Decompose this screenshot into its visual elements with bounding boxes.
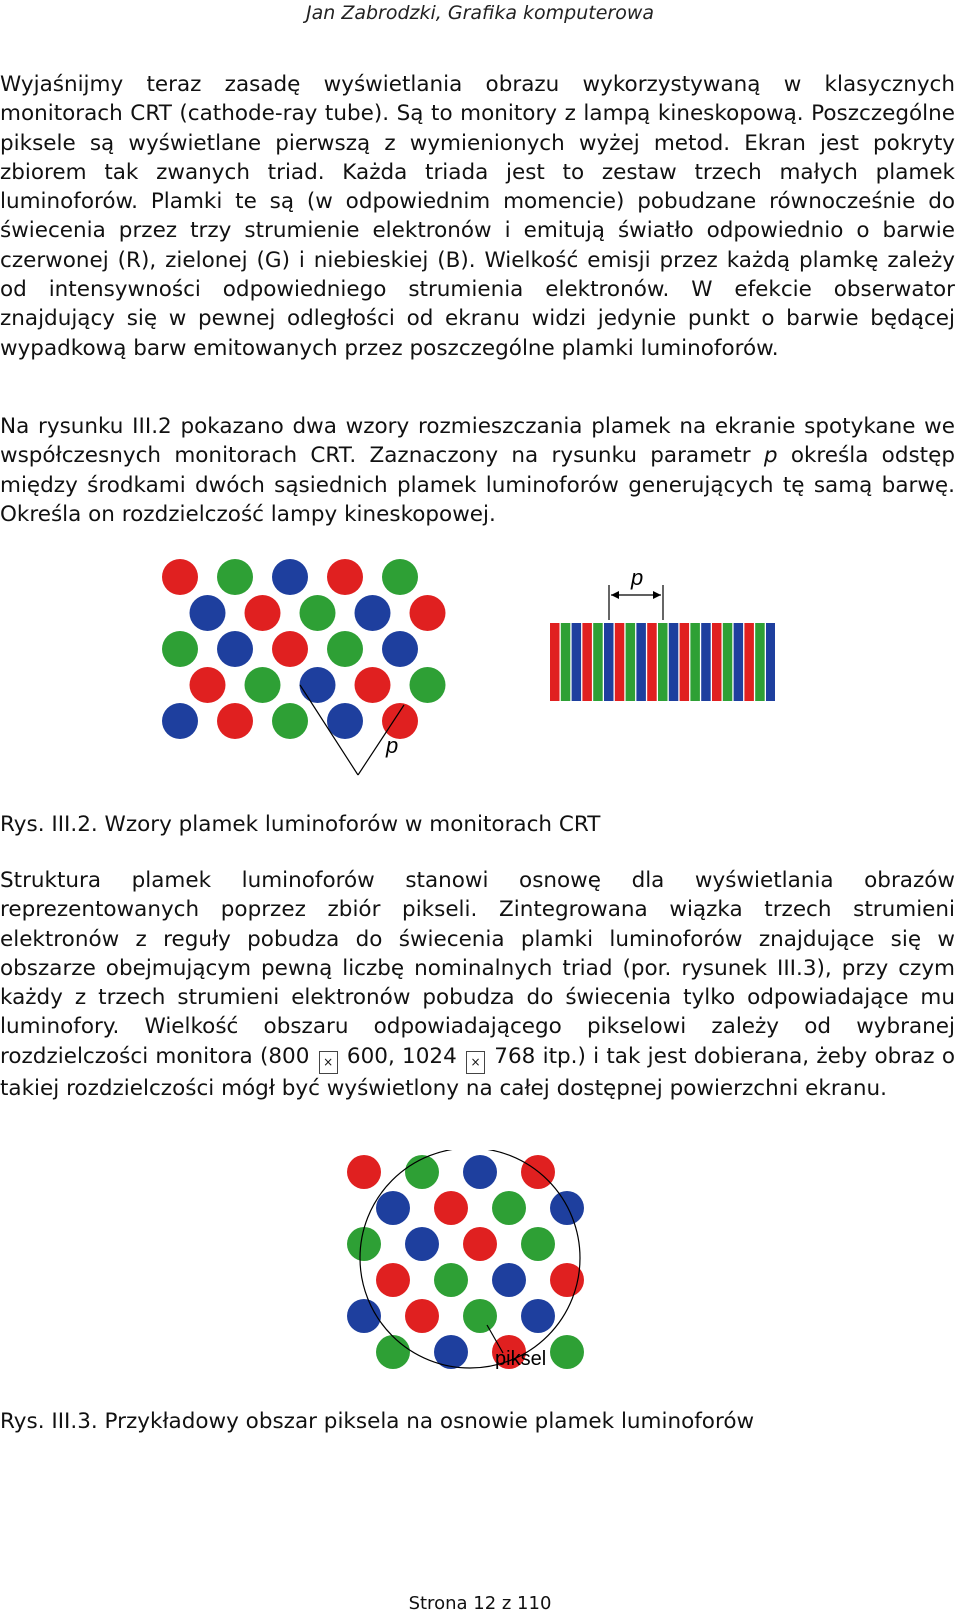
phosphor-dot-blue (217, 631, 253, 667)
phosphor-stripe-green (755, 623, 765, 701)
phosphor-stripes (550, 623, 775, 701)
page-footer: Strona 12 z 110 (408, 1593, 552, 1614)
figure-pixel-area (335, 1150, 605, 1380)
page-header: Jan Zabrodzki, Grafika komputerowa (305, 2, 654, 24)
phosphor-dot-green (327, 631, 363, 667)
label-p: p (386, 733, 399, 758)
paragraph-crt-principle: Wyjaśnijmy teraz zasadę wyświetlania obrazu wykorzystywaną w klasycznych monitorach CRT (cathode-ray tube). Są to monitory z lampą kineskopową. Poszczególne piksele są wyświetlane pierwszą z wymienionych wyżej metod. Ekran jest pokryty zbiorem tak zwanych triad. Każda triada jest to zestaw trzech małych plamek luminoforów. Plamki te są (w odpowiednim momencie) pobudzane równocześnie do świecenia przez trzy strumienie elektronów i emitują światło odpowiednio o barwie czerwonej (R), zielonej (G) i niebieskiej (B). Wielkość emisji przez każdą plamkę zależy od intensywności odpowiedniego strumienia elektronów. W efekcie obserwator znajdujący się w pewnej odległości od ekranu widzi jedynie punkt o barwie będącej wypadkową barw emitowanych przez poszczególne plamki luminoforów. (0, 72, 955, 361)
phosphor-dot-blue (355, 595, 391, 631)
label-piksel: piksel (495, 1348, 547, 1370)
phosphor-dot-red (327, 559, 363, 595)
phosphor-dot-grid (347, 1155, 584, 1369)
phosphor-stripe-green (723, 623, 733, 701)
phosphor-dot-green (550, 1335, 584, 1369)
phosphor-stripe-green (626, 623, 636, 701)
phosphor-dot-blue (492, 1263, 526, 1297)
phosphor-dot-red (272, 631, 308, 667)
phosphor-dot-green (410, 667, 446, 703)
phosphor-stripe-red (744, 623, 754, 701)
phosphor-stripe-green (561, 623, 571, 701)
phosphor-dot-green (347, 1227, 381, 1261)
phosphor-dot-green (245, 667, 281, 703)
phosphor-dot-blue (376, 1191, 410, 1225)
figure-caption-3: Rys. III.3. Przykładowy obszar piksela na osnowie plamek luminoforów (0, 1409, 755, 1434)
phosphor-stripe-blue (604, 623, 614, 701)
phosphor-dot-green (376, 1335, 410, 1369)
phosphor-stripe-green (593, 623, 603, 701)
phosphor-dot-blue (405, 1227, 439, 1261)
phosphor-dot-grid (162, 559, 446, 739)
phosphor-dot-red (463, 1227, 497, 1261)
phosphor-dot-blue (521, 1299, 555, 1333)
phosphor-dot-blue (272, 559, 308, 595)
figure-stripe-pattern (545, 565, 775, 705)
phosphor-dot-red (217, 703, 253, 739)
phosphor-dot-green (492, 1191, 526, 1225)
phosphor-stripe-red (680, 623, 690, 701)
phosphor-dot-blue (300, 667, 336, 703)
phosphor-dot-red (376, 1263, 410, 1297)
phosphor-dot-red (434, 1191, 468, 1225)
phosphor-dot-red (405, 1299, 439, 1333)
phosphor-dot-blue (327, 703, 363, 739)
figure-caption-2: Rys. III.2. Wzory plamek luminoforów w monitorach CRT (0, 812, 601, 837)
paragraph-figure-ref: Na rysunku III.2 pokazano dwa wzory rozmieszczania plamek na ekranie spotykane we współczesnych monitorach CRT. Zaznaczony na rysunku parametr p określa odstęp między środkami dwóch sąsiednich plamek luminoforów generujących tę samą barwę. Określa on rozdzielczość lampy kineskopowej. (0, 414, 955, 527)
phosphor-dot-red (550, 1263, 584, 1297)
figure-dot-pattern (150, 555, 450, 790)
phosphor-dot-green (405, 1155, 439, 1189)
phosphor-dot-blue (550, 1191, 584, 1225)
phosphor-dot-red (162, 559, 198, 595)
phosphor-stripe-green (690, 623, 700, 701)
phosphor-dot-red (355, 667, 391, 703)
param-p: p (763, 443, 778, 469)
phosphor-stripe-red (615, 623, 625, 701)
phosphor-dot-blue (463, 1155, 497, 1189)
phosphor-dot-green (463, 1299, 497, 1333)
phosphor-stripe-red (647, 623, 657, 701)
phosphor-stripe-blue (572, 623, 582, 701)
phosphor-dot-red (190, 667, 226, 703)
phosphor-dot-blue (382, 631, 418, 667)
paragraph-pixel-structure: Struktura plamek luminoforów stanowi osnowę dla wyświetlania obrazów reprezentowanych poprzez zbiór pikseli. Zintegrowana wiązka trzech strumieni elektronów z reguły pobudza do świecenia plamki luminoforów znajdujące się w obszarze obejmującym pewną liczbę nominalnych triad (por. rysunek III.3), przy czym każdy z trzech strumieni elektronów pobudza do świecenia tylko odpowiadające mu luminofory. Wielkość obszaru odpowiadającego pikselowi zależy od wybranej rozdzielczości monitora (800 × 600, 1024 × 768 itp.) i tak jest dobierana, żeby obraz o takiej rozdzielczości mógł być wyświetlony na całej dostępnej powierzchni ekranu. (0, 868, 955, 1101)
phosphor-dot-green (434, 1263, 468, 1297)
phosphor-stripe-red (582, 623, 592, 701)
phosphor-stripe-blue (766, 623, 775, 701)
phosphor-stripe-red (550, 623, 560, 701)
label-p: p (631, 565, 644, 590)
phosphor-dot-green (521, 1227, 555, 1261)
phosphor-stripe-blue (669, 623, 679, 701)
phosphor-dot-red (410, 595, 446, 631)
phosphor-stripe-blue (701, 623, 711, 701)
times-glyph: × (466, 1051, 485, 1074)
phosphor-stripe-red (712, 623, 722, 701)
phosphor-stripe-green (658, 623, 668, 701)
phosphor-dot-green (162, 631, 198, 667)
phosphor-dot-blue (190, 595, 226, 631)
phosphor-dot-green (272, 703, 308, 739)
phosphor-stripe-blue (734, 623, 744, 701)
phosphor-dot-green (300, 595, 336, 631)
phosphor-dot-green (217, 559, 253, 595)
phosphor-dot-red (245, 595, 281, 631)
phosphor-stripe-blue (636, 623, 646, 701)
times-glyph: × (319, 1051, 338, 1074)
phosphor-dot-green (382, 559, 418, 595)
phosphor-dot-red (347, 1155, 381, 1189)
phosphor-dot-blue (162, 703, 198, 739)
